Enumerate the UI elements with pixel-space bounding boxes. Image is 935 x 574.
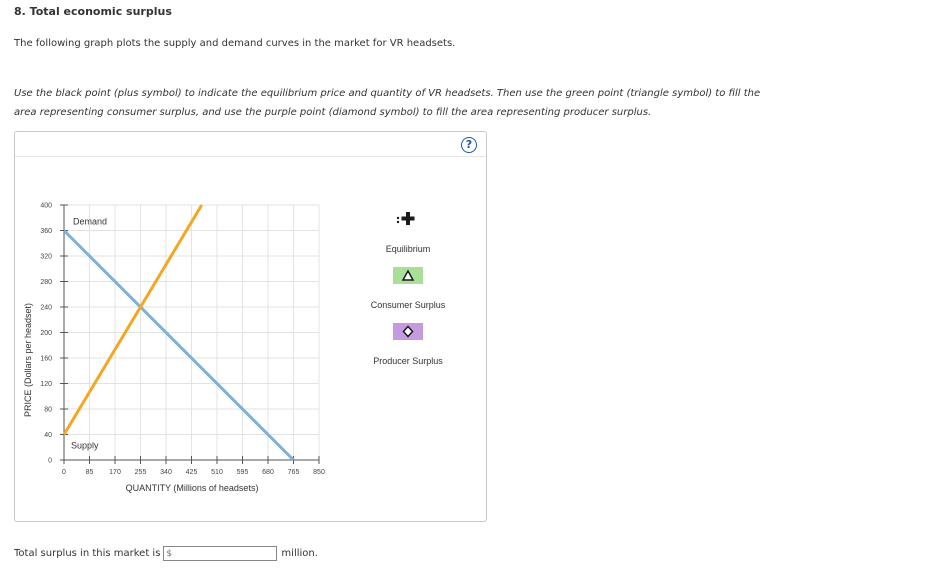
y-axis-title: PRICE (Dollars per headset) bbox=[23, 302, 33, 418]
question-instructions: Use the black point (plus symbol) to indicate the equilibrium price and quantity of VR headsets. Then use the green point (triangle symbol) to fill the area representing consumer surplus, and use the purple point (diamond symbol) to fill the area representing producer surplus. bbox=[14, 88, 761, 118]
question-intro: The following graph plots the supply and demand curves in the market for VR headsets. bbox=[14, 38, 456, 49]
x-axis-title: QUANTITY (Millions of headsets) bbox=[125, 483, 259, 493]
grid-lines bbox=[64, 205, 319, 460]
x-tick-label: 850 bbox=[313, 469, 325, 476]
answer-row bbox=[14, 546, 318, 561]
legend-producer-surplus[interactable] bbox=[373, 323, 443, 366]
x-tick-label: 340 bbox=[160, 469, 172, 476]
y-tick-label: 280 bbox=[40, 279, 52, 286]
y-tick-label: 360 bbox=[40, 228, 52, 235]
x-tick-label: 595 bbox=[236, 469, 249, 476]
help-icon[interactable]: ? bbox=[461, 137, 477, 153]
y-tick-label: 120 bbox=[40, 381, 52, 388]
y-tick-label: 40 bbox=[44, 432, 52, 439]
x-tick-label: 425 bbox=[185, 469, 198, 476]
legend-equilibrium-label: Equilibrium bbox=[385, 244, 431, 254]
y-tick-label: 0 bbox=[48, 457, 52, 465]
supply-curve bbox=[64, 205, 202, 435]
x-tick-label: 255 bbox=[134, 469, 147, 476]
demand-curve bbox=[64, 231, 294, 461]
question-title: 8. Total economic surplus bbox=[14, 5, 172, 18]
plus-icon[interactable] bbox=[402, 212, 415, 225]
x-tick-label: 85 bbox=[85, 469, 94, 476]
legend-equilibrium[interactable] bbox=[386, 212, 431, 254]
demand-curve-label: Demand bbox=[73, 216, 108, 227]
legend-consumer-surplus[interactable] bbox=[371, 267, 446, 310]
graph-panel bbox=[14, 131, 487, 522]
x-tick-label: 170 bbox=[109, 469, 121, 476]
x-tick-label: 680 bbox=[262, 469, 274, 476]
y-tick-label: 240 bbox=[40, 304, 52, 312]
y-tick-label: 160 bbox=[40, 355, 52, 363]
drag-dots-icon bbox=[397, 217, 399, 219]
x-tick-label: 510 bbox=[211, 469, 223, 476]
y-tick-label: 80 bbox=[44, 406, 52, 414]
drag-dots-icon bbox=[397, 221, 399, 223]
y-tick-label: 200 bbox=[40, 330, 52, 337]
supply-demand-graph[interactable] bbox=[15, 132, 488, 523]
supply-curve-label: Supply bbox=[71, 440, 99, 451]
x-tick-label: 0 bbox=[62, 469, 66, 476]
legend-producer-surplus-label: Producer Surplus bbox=[373, 356, 443, 366]
total-surplus-input[interactable] bbox=[163, 546, 277, 561]
y-tick-label: 400 bbox=[40, 202, 52, 210]
y-tick-label: 320 bbox=[40, 253, 52, 261]
answer-prefix: Total surplus in this market is bbox=[14, 548, 161, 559]
legend-consumer-surplus-label: Consumer Surplus bbox=[370, 300, 446, 310]
answer-suffix: million. bbox=[281, 548, 318, 559]
x-tick-label: 765 bbox=[287, 469, 300, 476]
